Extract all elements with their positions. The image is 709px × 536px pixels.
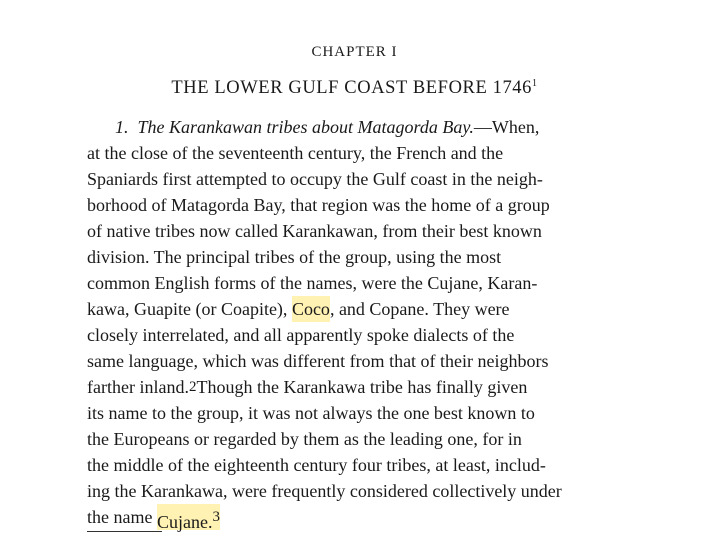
highlighted-term-cujane	[157, 504, 220, 530]
highlighted-term-coco: Coco	[292, 296, 330, 322]
text-fragment: , and Copane. They were	[329, 299, 510, 319]
text-fragment: at the close of the seventeenth century, the French and the	[87, 143, 504, 163]
text-line	[87, 452, 653, 478]
text-fragment: the name	[87, 507, 153, 527]
text-line	[87, 426, 653, 452]
text-fragment: kawa, Guapite (or Coapite),	[87, 299, 288, 319]
text-line	[87, 140, 653, 166]
highlighted-term-text: Cujane.	[156, 512, 213, 532]
text-fragment: ing the Karankawa, were frequently considered collectively under	[87, 481, 562, 501]
text-fragment: borhood of Matagorda Bay, that region was the home of a group	[87, 195, 550, 215]
text-fragment: its name to the group, it was not always the one best known to	[87, 403, 535, 423]
text-fragment: division. The principal tribes of the group, using the most	[87, 247, 502, 267]
chapter-title	[0, 78, 709, 99]
chapter-title-text: THE LOWER GULF COAST BEFORE 1746	[171, 78, 532, 98]
footnote-ref: 2	[188, 379, 197, 395]
title-footnote-ref: 1	[532, 78, 538, 89]
text-line	[87, 244, 653, 270]
section-heading: The Karankawan tribes about Matagorda Bay.	[137, 117, 474, 137]
text-fragment: Spaniards first attempted to occupy the Gulf coast in the neigh-	[87, 169, 543, 189]
text-fragment: common English forms of the names, were the Cujane, Karan-	[87, 273, 538, 293]
text-fragment: same language, which was different from that of their neighbors	[87, 351, 549, 371]
body-paragraph	[87, 114, 653, 530]
text-fragment: —When,	[473, 117, 540, 137]
text-fragment: closely interrelated, and all apparently spoke dialects of the	[87, 325, 515, 345]
footnote-rule	[87, 531, 162, 532]
text-line	[87, 296, 653, 322]
text-fragment: the Europeans or regarded by them as the leading one, for in	[87, 429, 522, 449]
text-line	[87, 114, 653, 140]
text-line	[87, 478, 653, 504]
chapter-heading: CHAPTER I	[311, 44, 398, 60]
text-line	[87, 218, 653, 244]
text-line	[87, 270, 653, 296]
paragraph-lead	[115, 114, 539, 140]
text-fragment: Though the Karankawa tribe has finally given	[196, 377, 528, 397]
text-line	[87, 348, 653, 374]
text-line	[87, 192, 653, 218]
text-fragment: the middle of the eighteenth century four tribes, at least, includ-	[87, 455, 546, 475]
text-line	[87, 322, 653, 348]
footnote-ref: 3	[212, 509, 220, 525]
text-line	[87, 166, 653, 192]
text-fragment: of native tribes now called Karankawan, from their best known	[87, 221, 542, 241]
section-number: 1.	[115, 117, 129, 137]
text-line	[87, 504, 653, 530]
text-line	[87, 400, 653, 426]
text-line	[87, 374, 653, 400]
text-fragment: farther inland.	[87, 377, 189, 397]
